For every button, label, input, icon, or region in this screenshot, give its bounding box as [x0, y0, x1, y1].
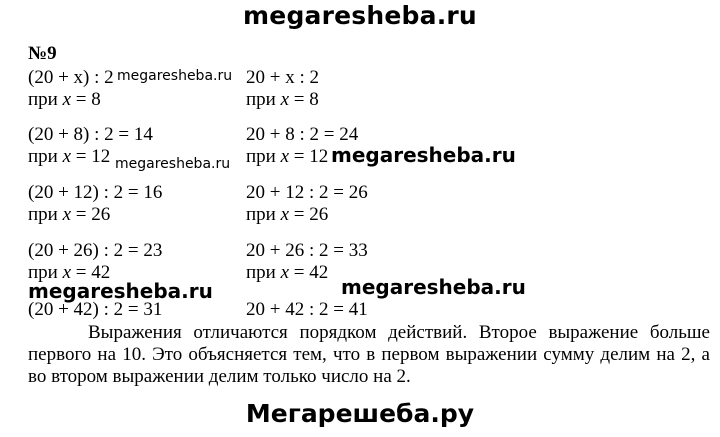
- watermark-large: megaresheba.ru: [28, 279, 213, 303]
- left-result-1: (20 + 8) : 2 = 14: [28, 124, 153, 145]
- condition-prefix: при: [246, 204, 281, 225]
- site-header-watermark: megaresheba.ru: [243, 1, 477, 30]
- right-condition-1: [246, 89, 319, 111]
- task-number: №9: [28, 43, 57, 64]
- condition-value: = 12: [71, 146, 111, 167]
- right-condition-2: [246, 146, 328, 168]
- variable-x: x: [62, 262, 72, 283]
- condition-value: = 8: [289, 89, 319, 110]
- right-result-1: 20 + 8 : 2 = 24: [246, 124, 359, 145]
- right-result-4: 20 + 42 : 2 = 41: [246, 299, 368, 320]
- condition-prefix: при: [246, 89, 281, 110]
- variable-x: x: [280, 262, 290, 283]
- variable-x: x: [62, 204, 72, 225]
- variable-x: x: [280, 146, 290, 167]
- condition-value: = 42: [71, 262, 111, 283]
- right-condition-3: [246, 204, 328, 226]
- condition-value: = 8: [71, 89, 101, 110]
- condition-prefix: при: [246, 262, 281, 283]
- left-condition-3: [28, 204, 110, 226]
- condition-value: = 26: [289, 204, 329, 225]
- watermark-large: megaresheba.ru: [341, 275, 526, 299]
- left-result-4: (20 + 42) : 2 = 31: [28, 299, 163, 320]
- variable-x: x: [280, 89, 290, 110]
- variable-x: x: [62, 146, 72, 167]
- left-expression: (20 + x) : 2: [28, 67, 114, 88]
- variable-x: x: [62, 89, 72, 110]
- condition-prefix: при: [246, 146, 281, 167]
- condition-value: = 12: [289, 146, 329, 167]
- watermark-small: megaresheba.ru: [117, 68, 233, 84]
- left-result-2: (20 + 12) : 2 = 16: [28, 182, 163, 203]
- right-result-2: 20 + 12 : 2 = 26: [246, 182, 368, 203]
- explanation-paragraph: Выражения отличаются порядком действий. Второе выражение больше первого на 10. Это объясняется тем, что в первом выражении сумму делим на 2, а во втором выражении делим только число на 2.: [28, 322, 710, 387]
- site-footer-watermark: Мегарешеба.ру: [245, 399, 475, 428]
- watermark-small: megaresheba.ru: [115, 156, 231, 172]
- right-condition-4: [246, 262, 328, 284]
- condition-prefix: при: [28, 146, 63, 167]
- condition-prefix: при: [28, 262, 63, 283]
- condition-value: = 26: [71, 204, 111, 225]
- left-result-3: (20 + 26) : 2 = 23: [28, 240, 163, 261]
- condition-prefix: при: [28, 204, 63, 225]
- right-result-3: 20 + 26 : 2 = 33: [246, 240, 368, 261]
- watermark-large: megaresheba.ru: [331, 143, 516, 167]
- left-condition-2: [28, 146, 110, 168]
- condition-prefix: при: [28, 89, 63, 110]
- left-condition-1: [28, 89, 101, 111]
- variable-x: x: [280, 204, 290, 225]
- condition-value: = 42: [289, 262, 329, 283]
- right-expression: 20 + x : 2: [246, 67, 319, 88]
